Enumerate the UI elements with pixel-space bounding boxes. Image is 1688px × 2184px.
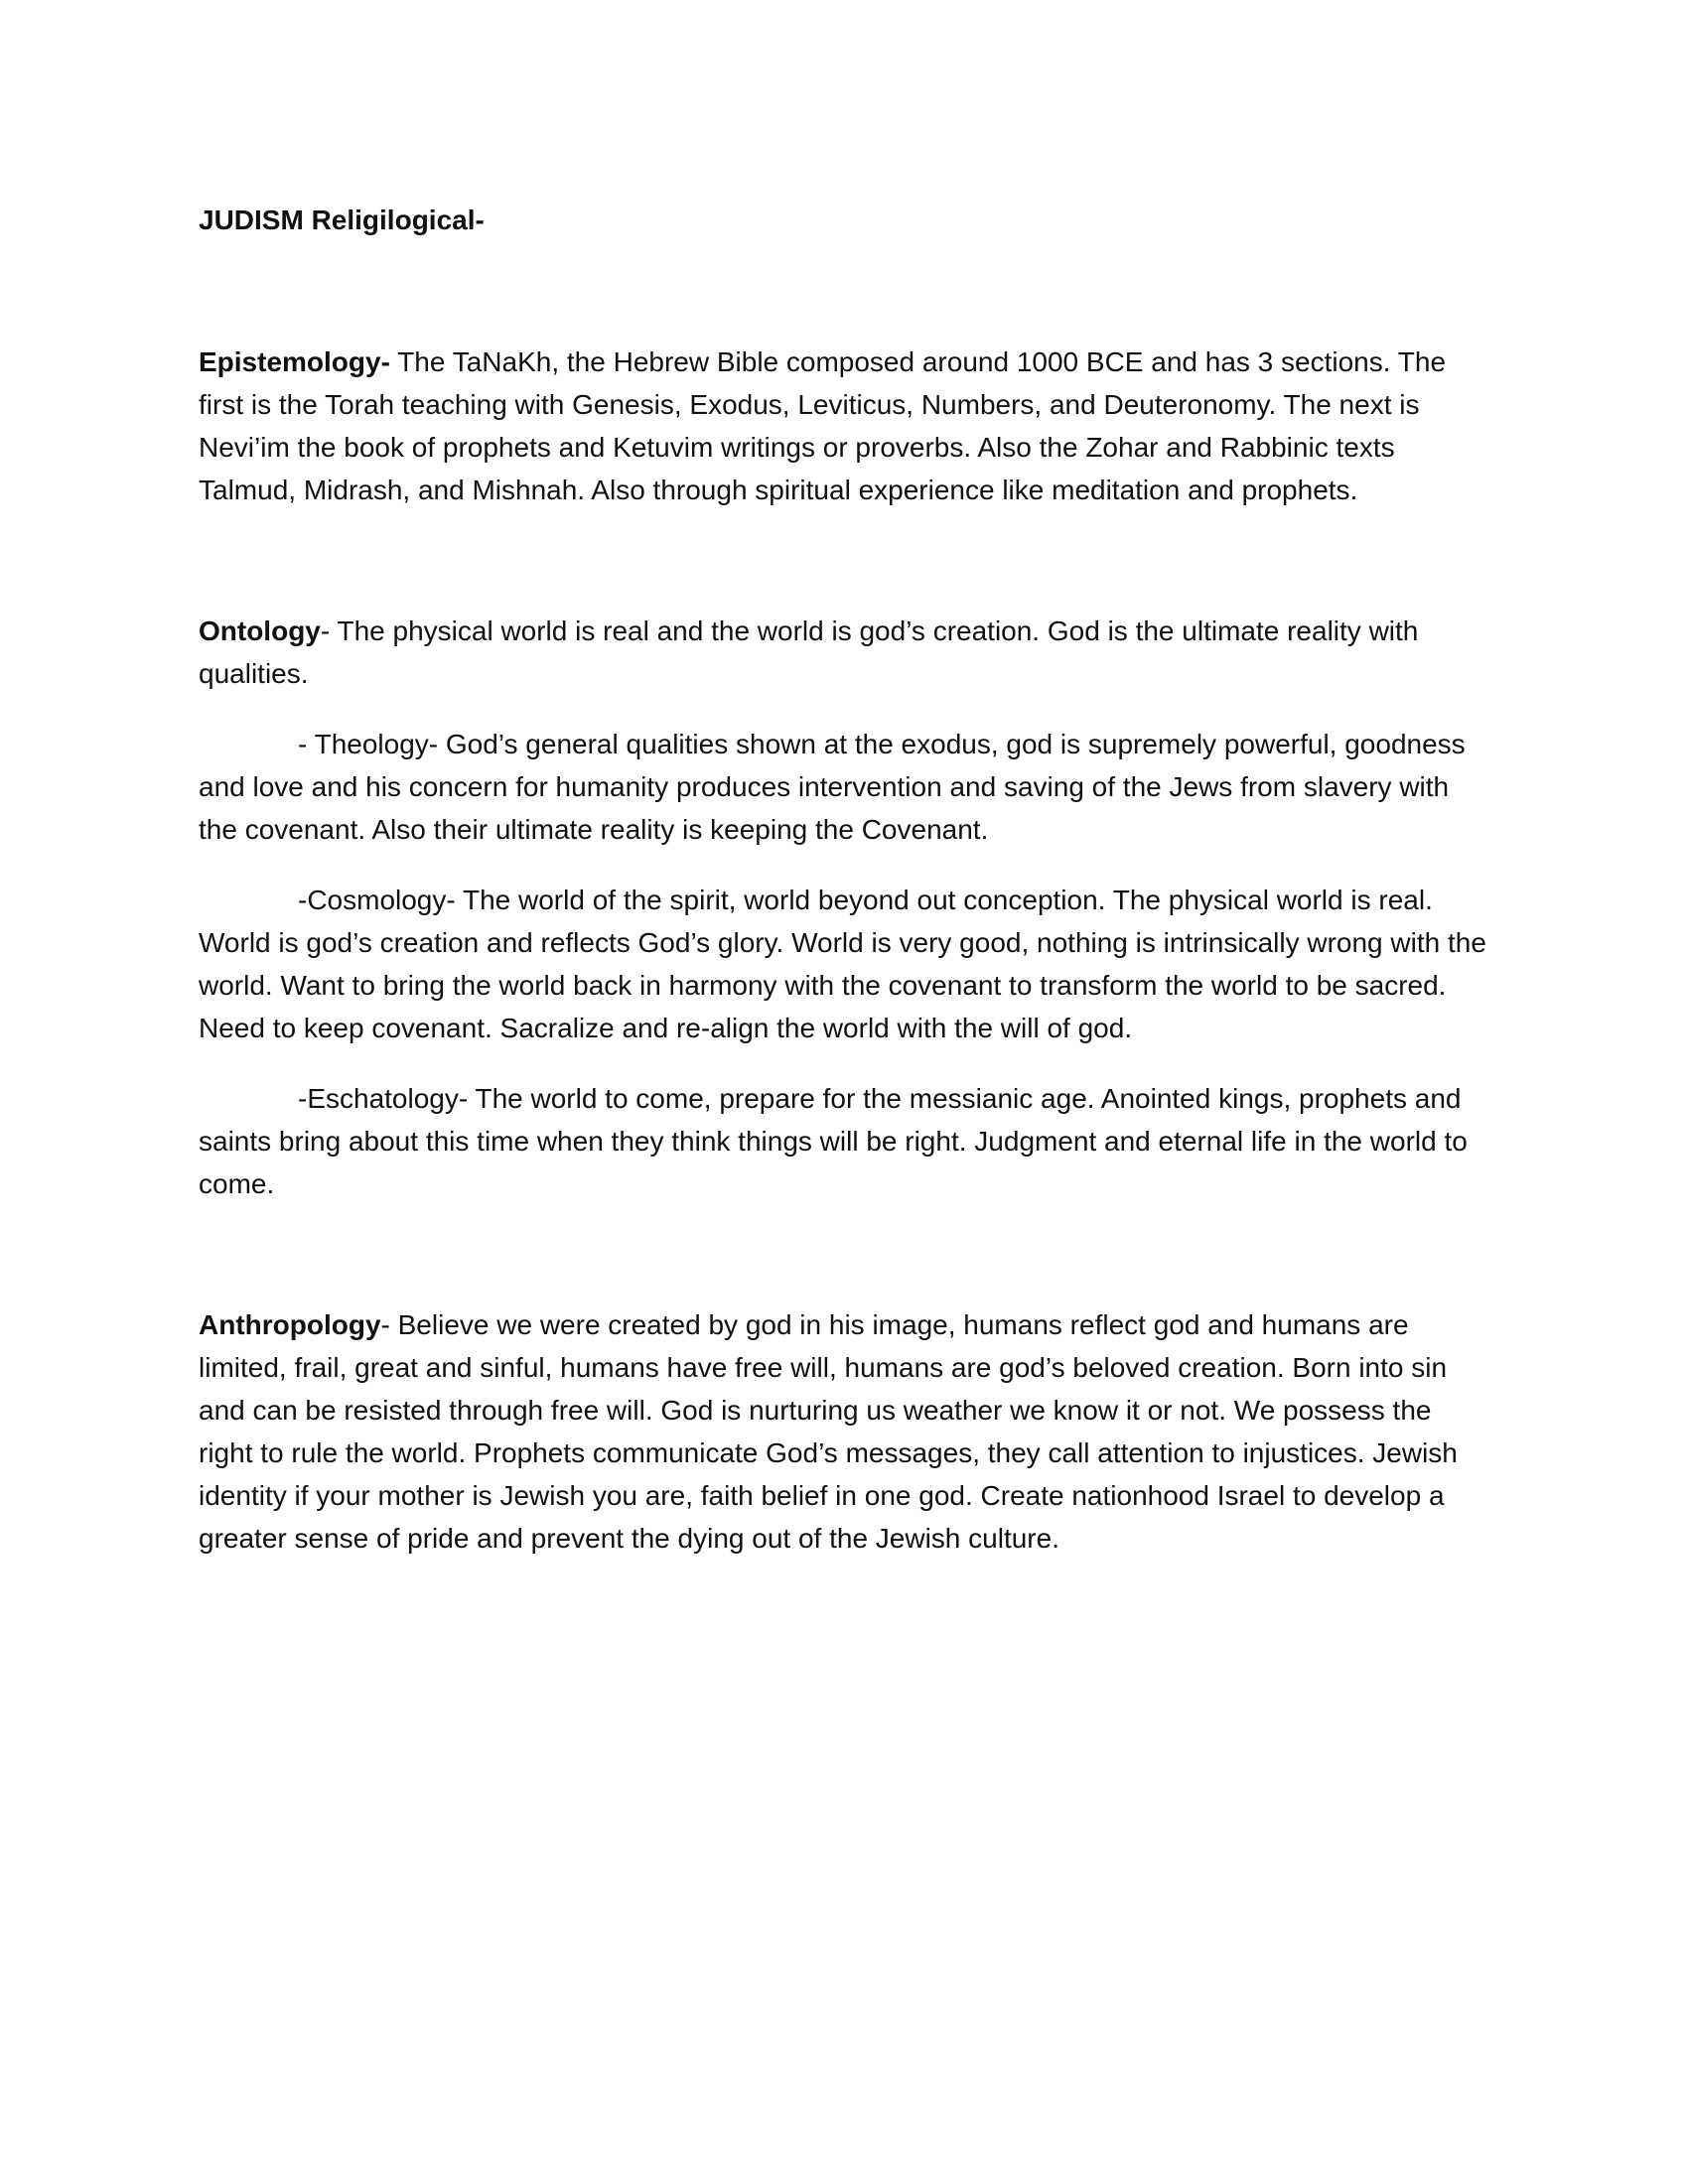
ontology-section <box>199 610 1489 1205</box>
anthropology-section <box>199 1303 1489 1560</box>
ontology-text: - The physical world is real and the world is god’s creation. God is the ultimate reality with qualities. <box>199 615 1419 689</box>
epistemology-heading: Epistemology- <box>199 346 390 377</box>
theology-paragraph: - Theology- God’s general qualities shown at the exodus, god is supremely powerful, goodness and love and his concern for humanity produces intervention and saving of the Jews from slavery with the covenant. Also their ultimate reality is keeping the Covenant. <box>199 729 1466 845</box>
title-block <box>199 199 1489 241</box>
epistemology-text: The TaNaKh, the Hebrew Bible composed around 1000 BCE and has 3 sections. The first is the Torah teaching with Genesis, Exodus, Leviticus, Numbers, and Deuteronomy. The next is Nevi’im the book of prophets and Ketuvim writings or proverbs. Also the Zohar and Rabbinic texts Talmud, Midrash, and Mishnah. Also through spiritual experience like meditation and prophets. <box>199 346 1447 505</box>
epistemology-paragraph <box>199 341 1489 511</box>
eschatology-paragraph: -Eschatology- The world to come, prepare for the messianic age. Anointed kings, prophets and saints bring about this time when they think things will be right. Judgment and eternal life in the world to come. <box>199 1083 1468 1199</box>
ontology-paragraph <box>199 610 1489 695</box>
document-title: JUDISM Religilogical- <box>199 205 485 235</box>
anthropology-heading: Anthropology <box>199 1309 381 1340</box>
document-body <box>199 199 1489 1560</box>
epistemology-section <box>199 341 1489 511</box>
ontology-heading: Ontology <box>199 615 321 646</box>
anthropology-text: - Believe we were created by god in his image, humans reflect god and humans are limited, frail, great and sinful, humans have free will, humans are god’s beloved creation. Born into sin and can be resisted through free will. God is nurturing us weather we know it or not. We possess the right to rule the world. Prophets communicate God’s messages, they call attention to injustices. Jewish identity if your mother is Jewish you are, faith belief in one god. Create nationhood Israel to develop a greater sense of pride and prevent the dying out of the Jewish culture. <box>199 1309 1458 1554</box>
cosmology-paragraph: -Cosmology- The world of the spirit, world beyond out conception. The physical world is real. World is god’s creation and reflects God’s glory. World is very good, nothing is intrinsically wrong with the world. Want to bring the world back in harmony with the covenant to transform the world to be sacred. Need to keep covenant. Sacralize and re-align the world with the will of god. <box>199 885 1486 1043</box>
anthropology-paragraph <box>199 1303 1489 1560</box>
